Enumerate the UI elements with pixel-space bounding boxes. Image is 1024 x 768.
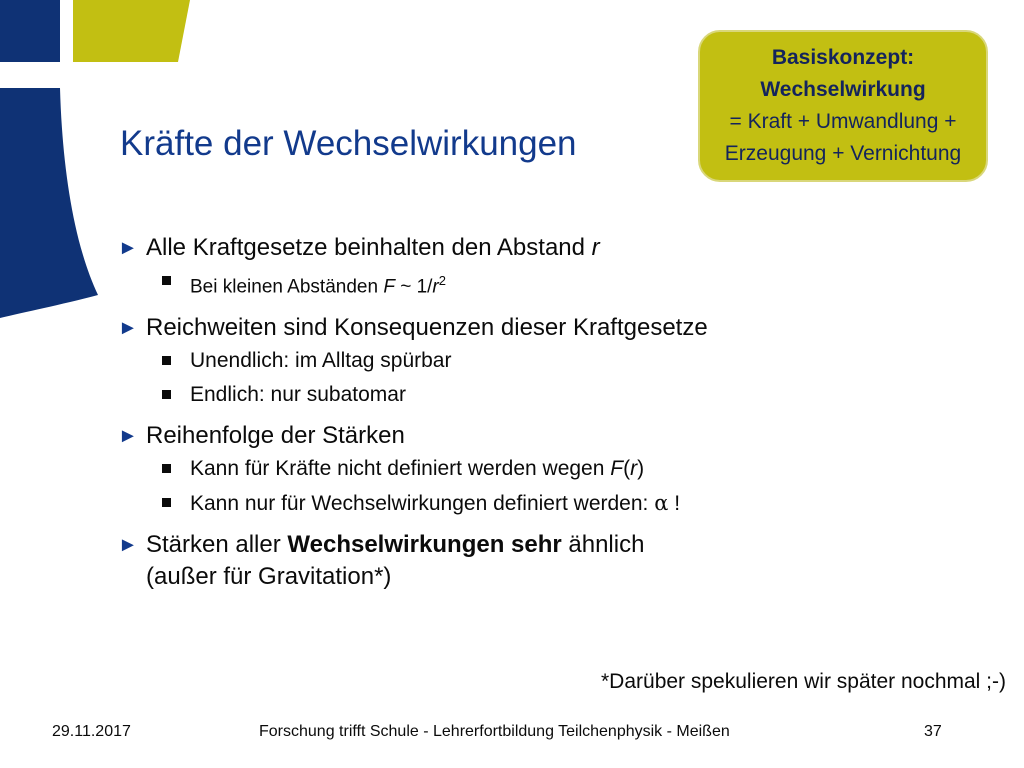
distance-symbol: r — [432, 276, 439, 298]
bullet-1-text: Alle Kraftgesetze beinhalten den Abstand — [146, 234, 592, 261]
sub-bullet-text: Kann nur für Wechselwirkungen definiert werden: — [190, 492, 655, 516]
force-symbol: F — [610, 457, 624, 481]
sub-bullet-2-2 — [118, 378, 998, 412]
slide-content — [118, 232, 998, 593]
sub-bullet-3-2 — [118, 486, 998, 521]
bullet-arrow-icon: ► — [118, 237, 138, 259]
bullet-1 — [118, 232, 998, 264]
alpha-symbol: α — [654, 491, 669, 516]
bullet-2-text: Reichweiten sind Konsequenzen dieser Kraftgesetze — [146, 314, 708, 342]
exclamation: ! — [668, 492, 681, 516]
sub-bullet-2-1 — [118, 344, 998, 378]
bullet-1-variable: r — [591, 234, 600, 261]
square-bullet-icon — [162, 390, 171, 399]
square-bullet-icon — [162, 498, 171, 507]
bullet-4-line-2: (außer für Gravitation*) — [146, 563, 392, 591]
bullet-3-text: Reihenfolge der Stärken — [146, 422, 405, 450]
bullet-arrow-icon: ► — [118, 317, 138, 340]
bullet-arrow-icon: ► — [118, 534, 138, 557]
proportional-text: ~ 1/ — [394, 276, 433, 298]
exponent: 2 — [438, 273, 446, 288]
sub-bullet-text: Bei kleinen Abständen — [190, 276, 384, 298]
sub-bullet-text: Endlich: nur subatomar — [190, 383, 406, 407]
bullet-arrow-icon: ► — [118, 425, 138, 448]
square-bullet-icon — [162, 464, 171, 473]
footer-page-number: 37 — [924, 723, 942, 740]
bullet-4-bold: Wechselwirkungen sehr — [287, 531, 562, 559]
square-bullet-icon — [162, 276, 171, 285]
concept-heading: Basiskonzept: — [771, 46, 915, 69]
concept-line-3: = Kraft + Umwandlung + — [729, 110, 957, 133]
concept-subheading: Wechselwirkung — [760, 78, 926, 101]
slide-title: Kräfte der Wechselwirkungen — [120, 124, 577, 163]
sub-bullet-text: Unendlich: im Alltag spürbar — [190, 349, 452, 373]
bullet-4-pre: Stärken aller — [146, 531, 288, 559]
distance-symbol: r — [630, 457, 638, 481]
force-symbol: F — [383, 276, 395, 298]
sub-bullet-1-1 — [118, 264, 998, 304]
footnote: *Darüber spekulieren wir später nochmal ;-) — [601, 670, 1006, 693]
bullet-3 — [118, 420, 998, 452]
bullet-4 — [118, 529, 998, 593]
open-paren: ( — [623, 457, 631, 481]
square-bullet-icon — [162, 356, 171, 365]
footer-date: 29.11.2017 — [52, 723, 131, 740]
concept-line-4: Erzeugung + Vernichtung — [724, 142, 962, 165]
bullet-2 — [118, 312, 998, 344]
sub-bullet-text: Kann für Kräfte nicht definiert werden wegen — [190, 457, 611, 481]
sub-bullet-3-1 — [118, 452, 998, 486]
close-paren: ) — [637, 457, 645, 481]
footer-event: Forschung trifft Schule - Lehrerfortbildung Teilchenphysik - Meißen — [259, 723, 730, 740]
basiskonzept-box — [698, 30, 988, 182]
bullet-4-post: ähnlich — [561, 531, 645, 559]
